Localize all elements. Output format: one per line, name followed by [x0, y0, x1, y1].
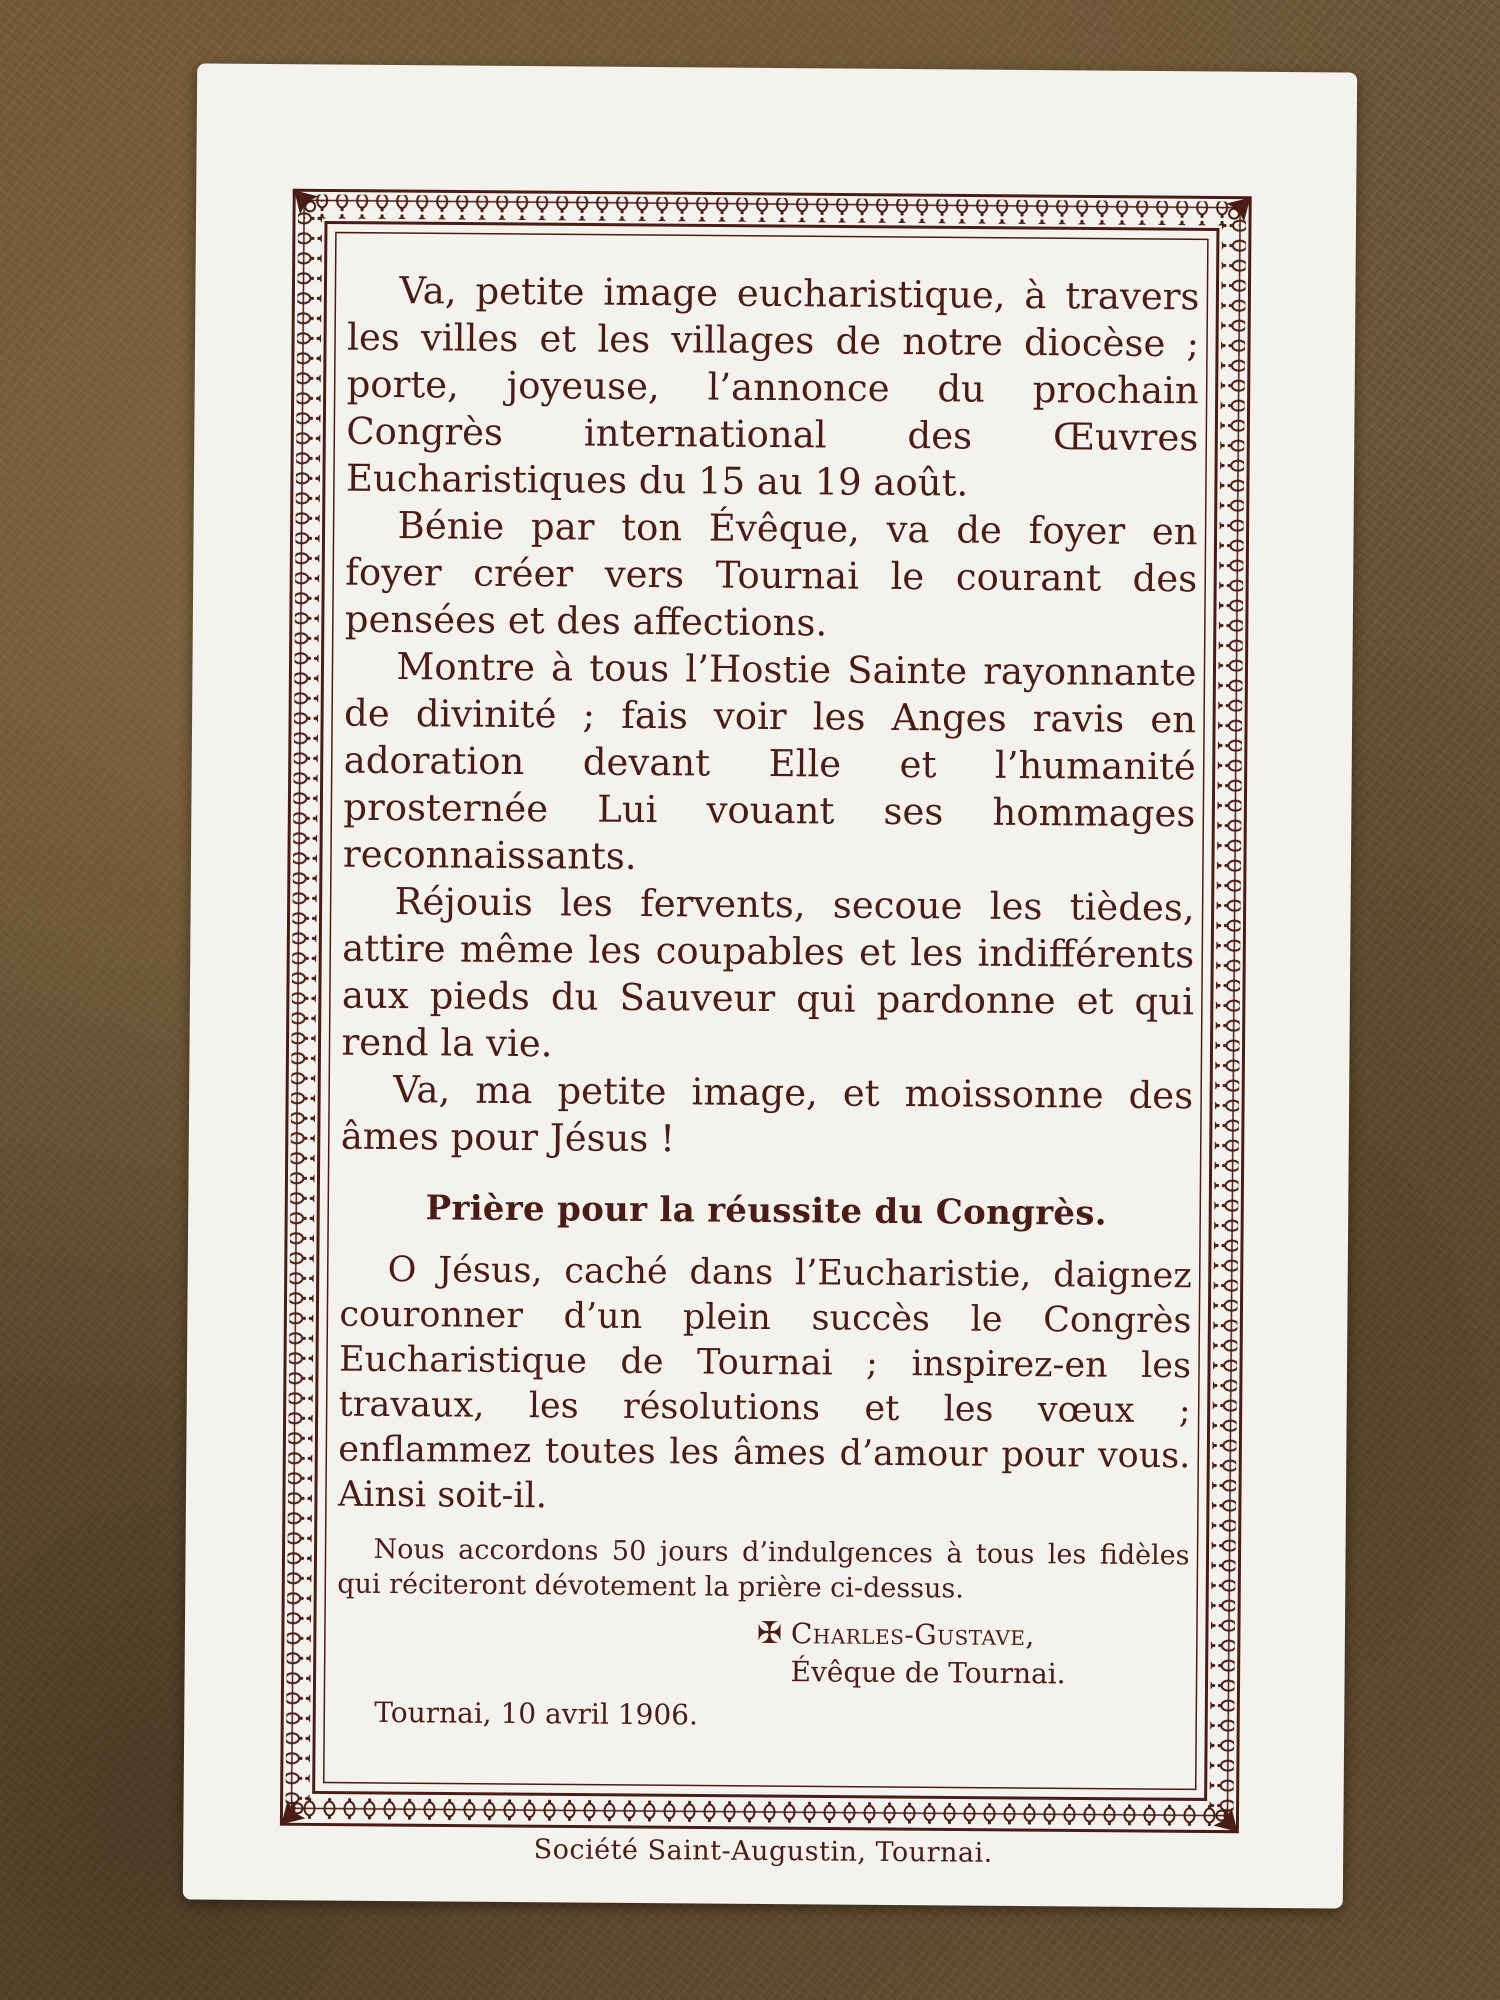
- paragraph-rejoice: Réjouis les fervents, secoue les tièdes, attire même les coupables et les indifférents aux pieds du Sauveur qui pardonne et qui rend la vie.: [341, 880, 1195, 1066]
- paragraph-harvest: Va, ma petite image, et moissonne des âmes pour Jésus !: [340, 1068, 1194, 1161]
- paragraph-invitation: Va, petite image eucharistique, à travers les villes et les villages de notre diocèse ; porte, joyeuse, l’annonce du prochain Congrès international des Œuvres Eucharistiques du 15 au 19 août.: [345, 269, 1200, 505]
- episcopal-cross-icon: ✠: [756, 1615, 783, 1652]
- date-line: Tournai, 10 avril 1906.: [374, 1695, 699, 1732]
- signature-block: [756, 1615, 1189, 1694]
- card-text: [336, 267, 1199, 1739]
- publisher-imprint: Société Saint-Augustin, Tournai.: [533, 1834, 993, 1869]
- indulgence-note: Nous accordons 50 jours d’indulgences à tous les fidèles qui réciteront dévotement la prière ci-dessus.: [337, 1533, 1190, 1605]
- paragraph-host: Montre à tous l’Hostie Sainte rayonnante de divinité ; fais voir les Anges ravis en adoration devant Elle et l’humanité prosternée Lui vouant ses hommages reconnaissants.: [342, 645, 1197, 878]
- signature-name-line: [757, 1615, 1189, 1656]
- prayer-heading: Prière pour la réussite du Congrès.: [425, 1188, 1108, 1234]
- signature-title: Évêque de Tournai.: [790, 1655, 1066, 1691]
- ornamental-frame: [279, 188, 1252, 1833]
- prayer-text: O Jésus, caché dans l’Eucharistie, daignez couronner d’un plein succès le Congrès Eucharistique de Tournai ; inspirez-en les travaux, les résolutions et les vœux ; enflammez toutes les âmes d’amour pour vous. Ainsi soit-il.: [337, 1250, 1192, 1517]
- signature-name: Charles-Gustave,: [790, 1617, 1036, 1653]
- devotional-card: [183, 63, 1357, 1908]
- paragraph-blessing: Bénie par ton Évêque, va de foyer en foyer créer vers Tournai le courant des pensées et des affections.: [344, 504, 1198, 645]
